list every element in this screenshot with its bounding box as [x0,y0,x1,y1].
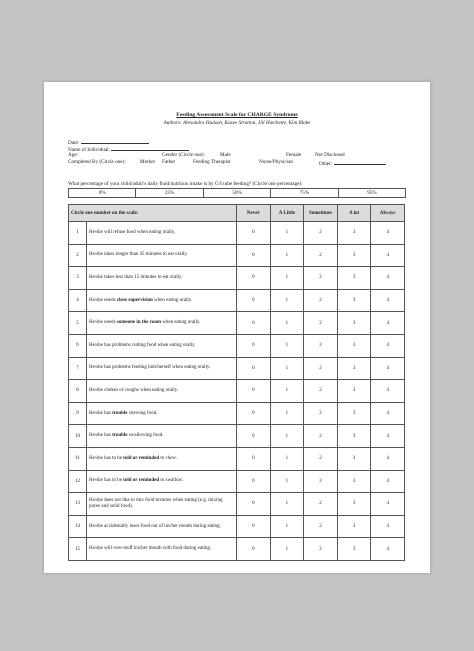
form-title: Feeding Assessment Scale for CHARGE Syndrome [176,112,298,118]
table-row [69,312,405,335]
score-option[interactable]: 2 [304,447,338,470]
table-row [69,515,405,538]
score-option[interactable]: 2 [304,244,338,267]
item-number: 7 [69,357,87,380]
score-option[interactable]: 1 [270,515,304,538]
item-statement [87,289,237,312]
item-number: 11 [69,447,87,470]
item-number: 4 [69,289,87,312]
score-option[interactable]: 4 [371,380,405,403]
table-row [69,289,405,312]
item-statement [87,425,237,448]
score-option[interactable]: 3 [337,470,371,493]
completed-option-nurse-physician[interactable]: Nurse/Physician [259,159,294,165]
statement-text: He/she has problems feeding him/herself when eating orally. [89,365,211,371]
score-option[interactable]: 0 [237,447,271,470]
score-option[interactable]: 4 [371,244,405,267]
score-option[interactable]: 2 [304,289,338,312]
completed-by-label: Completed By (Circle one): [68,159,126,165]
statement-text: He/she has [89,410,113,416]
statement-emphasis: someone in the room [116,320,161,326]
percent-option[interactable]: 95% [367,190,377,196]
gender-label: Gender (Circle one): [162,152,205,158]
score-option[interactable]: 1 [270,312,304,335]
score-option[interactable]: 0 [237,402,271,425]
completed-option-feeding-therapist[interactable]: Feeding Therapist [193,159,231,165]
score-option[interactable]: 3 [337,380,371,403]
score-option[interactable]: 2 [304,470,338,493]
table-row [69,357,405,380]
score-option[interactable]: 2 [304,222,338,245]
statement-text: He/she accidentally loses food out of his/her mouth during eating. [89,523,221,529]
item-number: 1 [69,222,87,245]
statement-text: He/she needs [89,320,117,326]
score-option[interactable]: 1 [270,425,304,448]
score-option[interactable]: 2 [304,267,338,290]
statement-text: when eating orally. [152,297,193,303]
score-option[interactable]: 2 [304,357,338,380]
form-authors: Authors: Alexandra Hudson, Kasee Stratton, Jill Hatchette, Kim Blake [163,120,311,126]
item-statement [87,357,237,380]
statement-emphasis: close supervision [116,297,153,303]
percent-option[interactable]: 50% [204,189,271,197]
date-blank[interactable] [81,138,149,144]
score-option[interactable]: 2 [304,312,338,335]
score-option[interactable]: 3 [337,357,371,380]
score-option[interactable]: 1 [270,244,304,267]
score-option[interactable]: 2 [304,515,338,538]
date-label: Date: [68,140,80,146]
age-label: Age: [68,152,79,158]
score-option[interactable]: 4 [371,289,405,312]
score-option[interactable]: 1 [270,538,304,561]
item-statement [87,222,237,245]
document-page [44,82,430,573]
statement-text: He/she has problems cutting food when eating orally. [89,342,196,348]
statement-emphasis: trouble [112,433,128,439]
item-statement [87,267,237,290]
statement-text: swallowing food. [127,433,164,439]
statement-text: He/she needs [89,297,117,303]
statement-text: to swallow. [159,478,184,484]
gender-option-female[interactable]: Female [286,152,302,158]
score-option[interactable]: 1 [270,267,304,290]
gender-option-not-disclosed[interactable]: Not Disclosed [315,152,345,158]
statement-emphasis: told or reminded [123,455,160,461]
item-statement [87,470,237,493]
item-number: 9 [69,402,87,425]
score-option[interactable]: 0 [237,538,271,561]
score-option[interactable]: 0 [237,244,271,267]
item-number: 15 [69,538,87,561]
item-statement [87,493,237,516]
percent-options [68,188,406,198]
score-option[interactable]: 3 [337,267,371,290]
table-instruction: Circle one number on the scale: [69,205,237,222]
score-option[interactable]: 0 [237,493,271,516]
score-option[interactable]: 0 [237,222,271,245]
column-header-a-little: A Little [270,205,304,222]
score-option[interactable]: 1 [270,493,304,516]
score-option[interactable]: 0 [237,289,271,312]
score-option[interactable]: 2 [304,334,338,357]
score-option[interactable]: 2 [304,538,338,561]
score-option[interactable]: 4 [371,402,405,425]
statement-text: to chew. [159,455,177,461]
score-option[interactable]: 3 [337,244,371,267]
score-option[interactable]: 1 [270,447,304,470]
score-option[interactable]: 0 [237,334,271,357]
score-option[interactable]: 1 [270,470,304,493]
table-row [69,334,405,357]
column-header-always: Always [371,205,405,222]
table-row [69,222,405,245]
score-option[interactable]: 0 [237,312,271,335]
percent-question: What percentage of your child/adult’s daily fluid/nutrition intake is by G/I tube feeding? (Circle one percentage): [68,181,303,187]
table-row [69,267,405,290]
score-option[interactable]: 0 [237,357,271,380]
item-number: 6 [69,334,87,357]
item-statement [87,402,237,425]
other-blank[interactable] [334,159,386,165]
item-statement [87,538,237,561]
score-option[interactable]: 2 [304,425,338,448]
score-option[interactable]: 4 [371,425,405,448]
percent-option[interactable]: 25% [136,189,203,197]
table-body [69,222,405,561]
score-option[interactable]: 4 [371,357,405,380]
score-option[interactable]: 3 [337,334,371,357]
column-header-never: Never [237,205,271,222]
feeding-scale-table [68,204,405,561]
item-number: 10 [69,425,87,448]
statement-text: He/she takes less than 15 minutes to eat orally. [89,274,183,280]
score-option[interactable]: 0 [237,470,271,493]
score-option[interactable]: 4 [371,447,405,470]
statement-text: He/she has to be [89,455,124,461]
score-option[interactable]: 1 [270,357,304,380]
age-field[interactable] [68,152,78,158]
score-option[interactable]: 4 [371,267,405,290]
statement-text: He/she has to be [89,478,124,484]
score-option[interactable]: 2 [304,402,338,425]
score-option[interactable]: 0 [237,515,271,538]
item-number: 3 [69,267,87,290]
table-row [69,470,405,493]
gender-option-male[interactable]: Male [220,152,231,158]
item-statement [87,515,237,538]
score-option[interactable]: 0 [237,380,271,403]
percent-option[interactable]: 0% [69,189,136,197]
name-label: Name of Individual: [68,147,111,153]
score-option[interactable]: 4 [371,538,405,561]
score-option[interactable]: 3 [337,493,371,516]
score-option[interactable]: 1 [270,402,304,425]
item-statement [87,312,237,335]
item-statement [87,380,237,403]
score-option[interactable]: 3 [337,289,371,312]
score-option[interactable]: 3 [337,312,371,335]
statement-text: He/she will refuse food when eating orally. [89,229,176,235]
item-statement [87,244,237,267]
other-label: Other: [319,161,333,167]
statement-text: He/she chokes or coughs when eating orally. [89,387,179,393]
score-option[interactable]: 0 [237,425,271,448]
score-option[interactable]: 0 [237,267,271,290]
table-header-row [69,205,405,222]
score-option[interactable]: 3 [337,402,371,425]
completed-option-other[interactable] [319,159,386,167]
score-option[interactable]: 4 [371,222,405,245]
statement-text: He/she takes longer than 45 minutes to eat orally. [89,252,188,258]
score-option[interactable]: 3 [337,515,371,538]
score-option[interactable]: 4 [371,515,405,538]
completed-option-father[interactable]: Father [162,159,176,165]
item-number: 14 [69,515,87,538]
score-option[interactable]: 1 [270,334,304,357]
score-option[interactable]: 3 [337,425,371,448]
table-row [69,402,405,425]
item-number: 8 [69,380,87,403]
score-option[interactable]: 3 [337,538,371,561]
score-option[interactable]: 1 [270,222,304,245]
score-option[interactable]: 1 [270,289,304,312]
item-number: 13 [69,493,87,516]
name-blank[interactable] [111,145,189,151]
score-option[interactable]: 4 [371,493,405,516]
score-option[interactable]: 3 [337,447,371,470]
score-option[interactable]: 2 [304,493,338,516]
score-option[interactable]: 4 [371,312,405,335]
statement-text: when eating orally. [161,320,201,326]
score-option[interactable]: 4 [371,334,405,357]
table-row [69,380,405,403]
score-option[interactable]: 1 [270,380,304,403]
table-row [69,493,405,516]
item-number: 12 [69,470,87,493]
item-statement [87,334,237,357]
statement-text: chewing food. [127,410,158,416]
score-option[interactable]: 2 [304,380,338,403]
score-option[interactable]: 4 [371,470,405,493]
item-number: 2 [69,244,87,267]
table-row [69,425,405,448]
score-option[interactable]: 3 [337,222,371,245]
statement-text: He/she has [89,433,113,439]
statement-text: He/she will over-stuff his/her mouth with food during eating. [89,546,212,552]
table-row [69,244,405,267]
column-header-sometimes: Sometimes [304,205,338,222]
statement-emphasis: told or reminded [123,478,160,484]
table-row [69,447,405,470]
item-number: 5 [69,312,87,335]
table-row [69,538,405,561]
item-statement [87,447,237,470]
completed-option-mother[interactable]: Mother [140,159,156,165]
statement-emphasis: trouble [112,410,128,416]
statement-text: He/she does not like to mix food textures when eating (e.g. mixing puree and solid food). [89,497,223,509]
percent-option[interactable]: 75% [271,189,338,197]
column-header-a-lot: A lot [337,205,371,222]
